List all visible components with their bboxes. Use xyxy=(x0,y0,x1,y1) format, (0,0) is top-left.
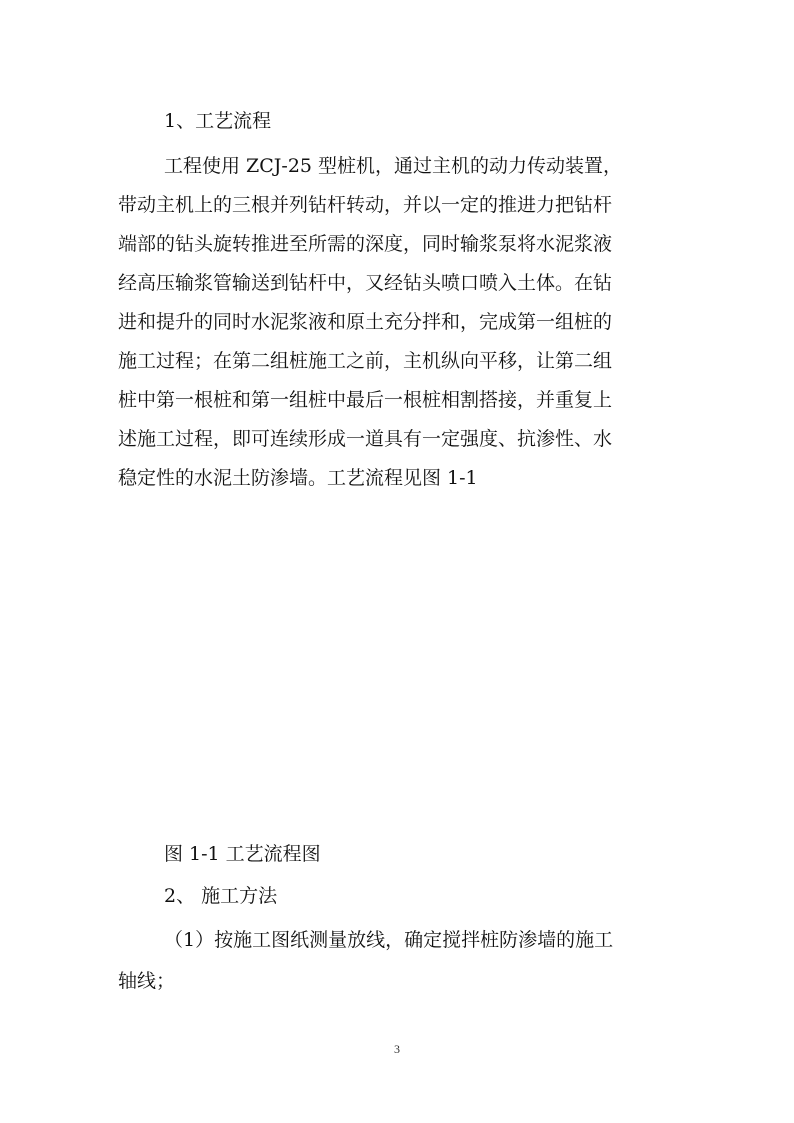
section-2-heading: 2、 施工方法 xyxy=(164,885,278,907)
paragraph-line: 工程使用 ZCJ-25 型桩机，通过主机的动力传动装置， xyxy=(164,155,623,177)
paragraph-line: 经高压输浆管输送到钻杆中，又经钻头喷口喷入土体。在钻 xyxy=(118,272,613,294)
paragraph-line: 施工过程；在第二组桩施工之前，主机纵向平移，让第二组 xyxy=(118,350,613,372)
paragraph-line: 稳定性的水泥土防渗墙。工艺流程见图 1-1 xyxy=(118,467,478,489)
paragraph-line: 桩中第一根桩和第一组桩中最后一根桩相割搭接，并重复上 xyxy=(118,389,613,411)
paragraph-line: 端部的钻头旋转推进至所需的深度，同时输浆泵将水泥浆液 xyxy=(118,233,613,255)
section-1-heading: 1、工艺流程 xyxy=(164,110,272,132)
paragraph-line: 带动主机上的三根并列钻杆转动，并以一定的推进力把钻杆 xyxy=(118,194,613,216)
page-number: 3 xyxy=(394,1042,400,1056)
figure-caption: 图 1-1 工艺流程图 xyxy=(164,843,321,865)
paragraph-line: 进和提升的同时水泥浆液和原土充分拌和，完成第一组桩的 xyxy=(118,311,613,333)
list-item-line: （1）按施工图纸测量放线，确定搅拌桩防渗墙的施工 xyxy=(164,929,614,951)
paragraph-line: 述施工过程，即可连续形成一道具有一定强度、抗渗性、水 xyxy=(118,428,613,450)
list-item-line: 轴线； xyxy=(118,970,176,992)
